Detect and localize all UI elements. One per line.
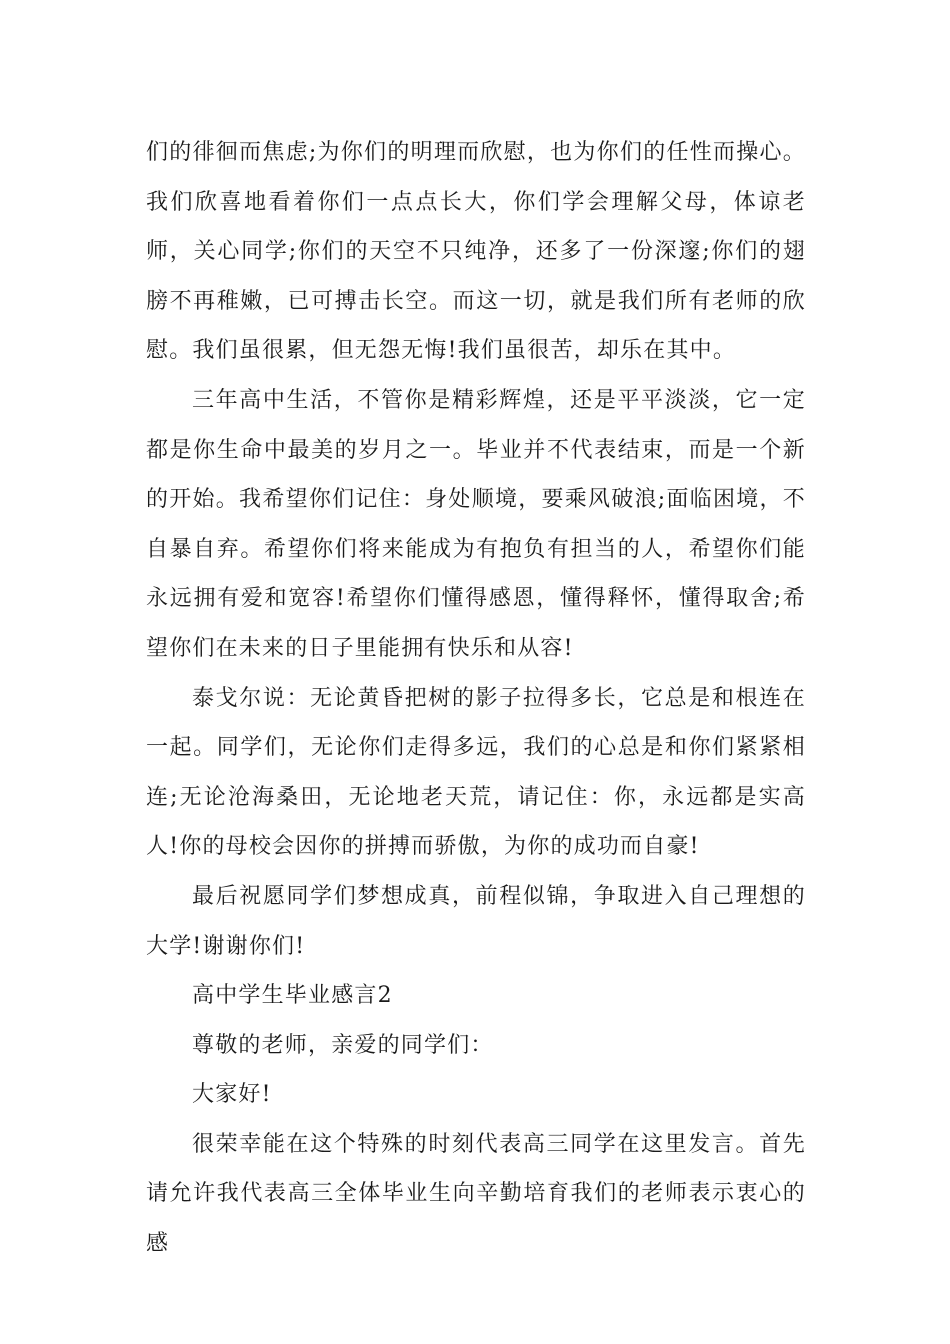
paragraph-final-wishes: 最后祝愿同学们梦想成真，前程似锦，争取进入自己理想的大学!谢谢你们! xyxy=(146,883,806,959)
paragraph-tagore-quote: 泰戈尔说：无论黄昏把树的影子拉得多长，它总是和根连在一起。同学们，无论你们走得多远，我们的心总是和你们紧紧相连;无论沧海桑田，无论地老天荒，请记住：你，永远都是实高人!你的母校会因你的拼搏而骄傲，为你的成功而自豪! xyxy=(146,685,806,860)
salutation: 尊敬的老师，亲爱的同学们： xyxy=(192,1032,494,1058)
paragraph-speech-opening: 很荣幸能在这个特殊的时刻代表高三同学在这里发言。首先请允许我代表高三全体毕业生向辛勤培育我们的老师表示衷心的感 xyxy=(146,1131,806,1257)
paragraph-continuation: 们的徘徊而焦虑;为你们的明理而欣慰，也为你们的任性而操心。我们欣喜地看着你们一点点长大，你们学会理解父母，体谅老师，关心同学;你们的天空不只纯净，还多了一份深邃;你们的翅膀不再稚嫩，已可搏击长空。而这一切，就是我们所有老师的欣慰。我们虽很累，但无怨无悔!我们虽很苦，却乐在其中。 xyxy=(146,140,806,364)
section-heading: 高中学生毕业感言2 xyxy=(192,983,393,1009)
greeting: 大家好! xyxy=(192,1082,272,1108)
paragraph-high-school-life: 三年高中生活，不管你是精彩辉煌，还是平平淡淡，它一定都是你生命中最美的岁月之一。毕业并不代表结束，而是一个新的开始。我希望你们记住：身处顺境，要乘风破浪;面临困境，不自暴自弃。希望你们将来能成为有抱负有担当的人，希望你们能永远拥有爱和宽容!希望你们懂得感恩，懂得释怀，懂得取舍;希望你们在未来的日子里能拥有快乐和从容! xyxy=(146,387,806,661)
document-body xyxy=(146,128,806,1269)
